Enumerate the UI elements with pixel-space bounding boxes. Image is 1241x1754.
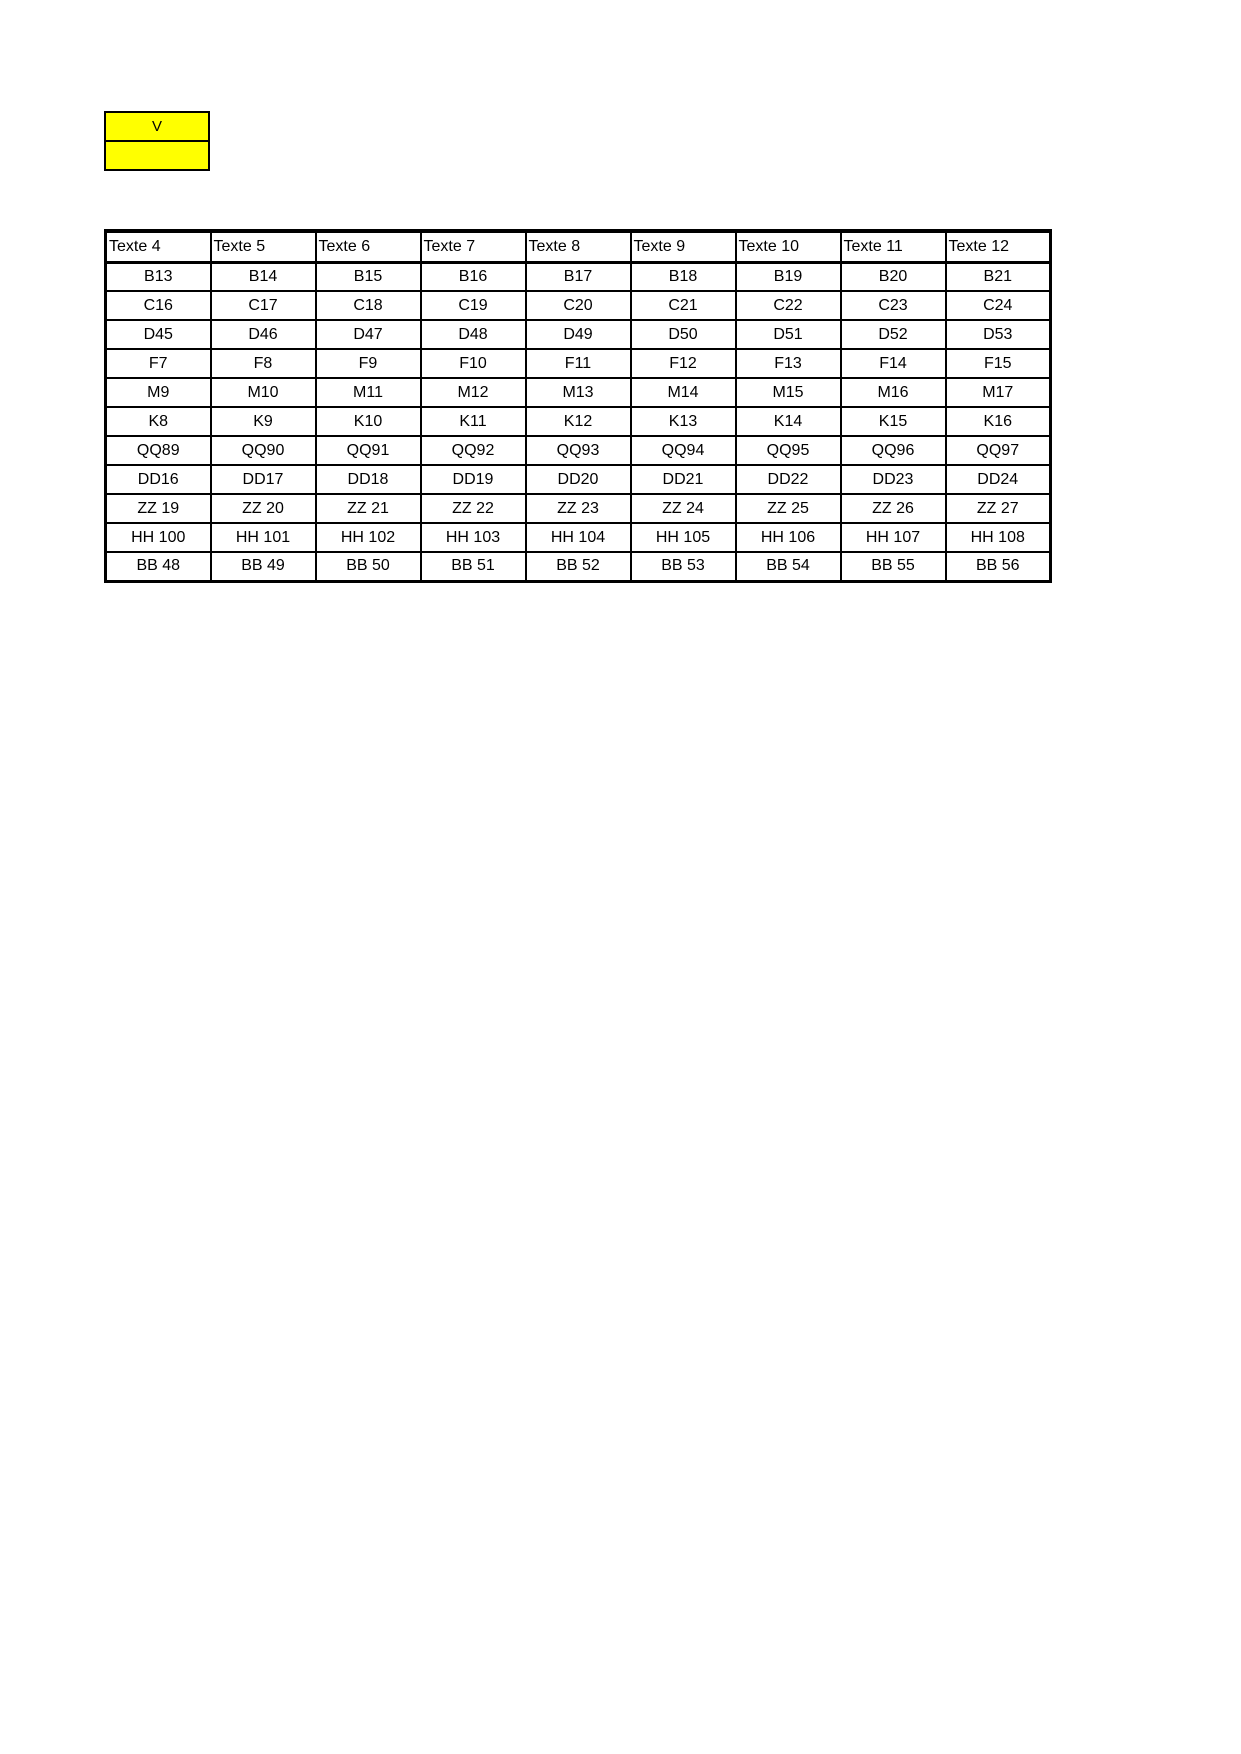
table-cell: D52 <box>841 320 946 349</box>
table-cell: D48 <box>421 320 526 349</box>
table-cell: HH 101 <box>211 523 316 552</box>
table-cell: HH 106 <box>736 523 841 552</box>
table-cell: BB 56 <box>946 552 1051 581</box>
column-header: Texte 11 <box>841 231 946 262</box>
table-cell: HH 107 <box>841 523 946 552</box>
table-cell: F8 <box>211 349 316 378</box>
table-cell: QQ91 <box>316 436 421 465</box>
table-cell: D46 <box>211 320 316 349</box>
table-row <box>106 378 1051 407</box>
column-header: Texte 7 <box>421 231 526 262</box>
table-row <box>106 262 1051 291</box>
table-cell: C20 <box>526 291 631 320</box>
column-header: Texte 12 <box>946 231 1051 262</box>
table-cell: F13 <box>736 349 841 378</box>
table-cell: QQ94 <box>631 436 736 465</box>
table-cell: D51 <box>736 320 841 349</box>
table-cell: F14 <box>841 349 946 378</box>
table-cell: F12 <box>631 349 736 378</box>
table-cell: ZZ 21 <box>316 494 421 523</box>
table-cell: HH 105 <box>631 523 736 552</box>
table-cell: QQ93 <box>526 436 631 465</box>
table-cell: HH 104 <box>526 523 631 552</box>
table-cell: C23 <box>841 291 946 320</box>
table-cell: M15 <box>736 378 841 407</box>
table-cell: BB 50 <box>316 552 421 581</box>
table-cell: DD21 <box>631 465 736 494</box>
table-row <box>106 494 1051 523</box>
table-cell: QQ92 <box>421 436 526 465</box>
table-cell: ZZ 25 <box>736 494 841 523</box>
table-cell: DD24 <box>946 465 1051 494</box>
table-cell: F11 <box>526 349 631 378</box>
legend-box <box>104 111 210 171</box>
table-cell: K9 <box>211 407 316 436</box>
table-cell: DD22 <box>736 465 841 494</box>
table-head <box>106 231 1051 262</box>
column-header: Texte 10 <box>736 231 841 262</box>
table-cell: M16 <box>841 378 946 407</box>
column-header: Texte 9 <box>631 231 736 262</box>
table-cell: M12 <box>421 378 526 407</box>
table-cell: K12 <box>526 407 631 436</box>
table-cell: M14 <box>631 378 736 407</box>
table-cell: B14 <box>211 262 316 291</box>
table-cell: C17 <box>211 291 316 320</box>
table-cell: DD17 <box>211 465 316 494</box>
table-row <box>106 436 1051 465</box>
table-cell: DD18 <box>316 465 421 494</box>
table-cell: HH 103 <box>421 523 526 552</box>
table-cell: B13 <box>106 262 211 291</box>
table-cell: K14 <box>736 407 841 436</box>
table-cell: D49 <box>526 320 631 349</box>
table-cell: M17 <box>946 378 1051 407</box>
table-cell: ZZ 22 <box>421 494 526 523</box>
table-row <box>106 523 1051 552</box>
table-cell: BB 48 <box>106 552 211 581</box>
table-cell: DD16 <box>106 465 211 494</box>
table-cell: QQ96 <box>841 436 946 465</box>
table-cell: QQ90 <box>211 436 316 465</box>
column-header: Texte 4 <box>106 231 211 262</box>
table-header-row <box>106 231 1051 262</box>
table-cell: HH 100 <box>106 523 211 552</box>
table-cell: ZZ 19 <box>106 494 211 523</box>
table-cell: F10 <box>421 349 526 378</box>
table-body <box>106 262 1051 581</box>
data-table <box>104 229 1052 583</box>
column-header: Texte 6 <box>316 231 421 262</box>
table-cell: K8 <box>106 407 211 436</box>
table-cell: K13 <box>631 407 736 436</box>
table-cell: BB 55 <box>841 552 946 581</box>
table-cell: HH 102 <box>316 523 421 552</box>
table-cell: B21 <box>946 262 1051 291</box>
table-cell: M10 <box>211 378 316 407</box>
table-cell: D50 <box>631 320 736 349</box>
legend-box-label: V <box>151 118 162 135</box>
legend-box-empty-cell <box>106 142 208 169</box>
table-cell: QQ95 <box>736 436 841 465</box>
table-cell: DD23 <box>841 465 946 494</box>
table-cell: ZZ 26 <box>841 494 946 523</box>
table-cell: C19 <box>421 291 526 320</box>
table-cell: HH 108 <box>946 523 1051 552</box>
table-row <box>106 465 1051 494</box>
table-cell: ZZ 24 <box>631 494 736 523</box>
column-header: Texte 5 <box>211 231 316 262</box>
table-cell: DD20 <box>526 465 631 494</box>
table-cell: F7 <box>106 349 211 378</box>
table-cell: QQ89 <box>106 436 211 465</box>
table-cell: ZZ 20 <box>211 494 316 523</box>
table-cell: ZZ 23 <box>526 494 631 523</box>
table-cell: C22 <box>736 291 841 320</box>
table-row <box>106 291 1051 320</box>
table-cell: M13 <box>526 378 631 407</box>
table-cell: B20 <box>841 262 946 291</box>
table-cell: C18 <box>316 291 421 320</box>
table-cell: D53 <box>946 320 1051 349</box>
table-cell: BB 52 <box>526 552 631 581</box>
table-row <box>106 349 1051 378</box>
table-cell: BB 54 <box>736 552 841 581</box>
table-cell: M11 <box>316 378 421 407</box>
table-cell: B18 <box>631 262 736 291</box>
legend-box-label-cell <box>106 113 208 142</box>
table-cell: F15 <box>946 349 1051 378</box>
table-cell: QQ97 <box>946 436 1051 465</box>
table-cell: C16 <box>106 291 211 320</box>
table-cell: B17 <box>526 262 631 291</box>
table-cell: K16 <box>946 407 1051 436</box>
table-cell: B15 <box>316 262 421 291</box>
table-cell: DD19 <box>421 465 526 494</box>
table-cell: BB 51 <box>421 552 526 581</box>
table-cell: BB 53 <box>631 552 736 581</box>
table-cell: D47 <box>316 320 421 349</box>
table-cell: ZZ 27 <box>946 494 1051 523</box>
table-cell: BB 49 <box>211 552 316 581</box>
table-row <box>106 320 1051 349</box>
table-row <box>106 407 1051 436</box>
table-cell: B16 <box>421 262 526 291</box>
table-cell: B19 <box>736 262 841 291</box>
table-cell: C24 <box>946 291 1051 320</box>
table-cell: K15 <box>841 407 946 436</box>
table-cell: F9 <box>316 349 421 378</box>
table-row <box>106 552 1051 581</box>
table-cell: D45 <box>106 320 211 349</box>
table-cell: K11 <box>421 407 526 436</box>
table-cell: M9 <box>106 378 211 407</box>
table-cell: C21 <box>631 291 736 320</box>
table-cell: K10 <box>316 407 421 436</box>
column-header: Texte 8 <box>526 231 631 262</box>
